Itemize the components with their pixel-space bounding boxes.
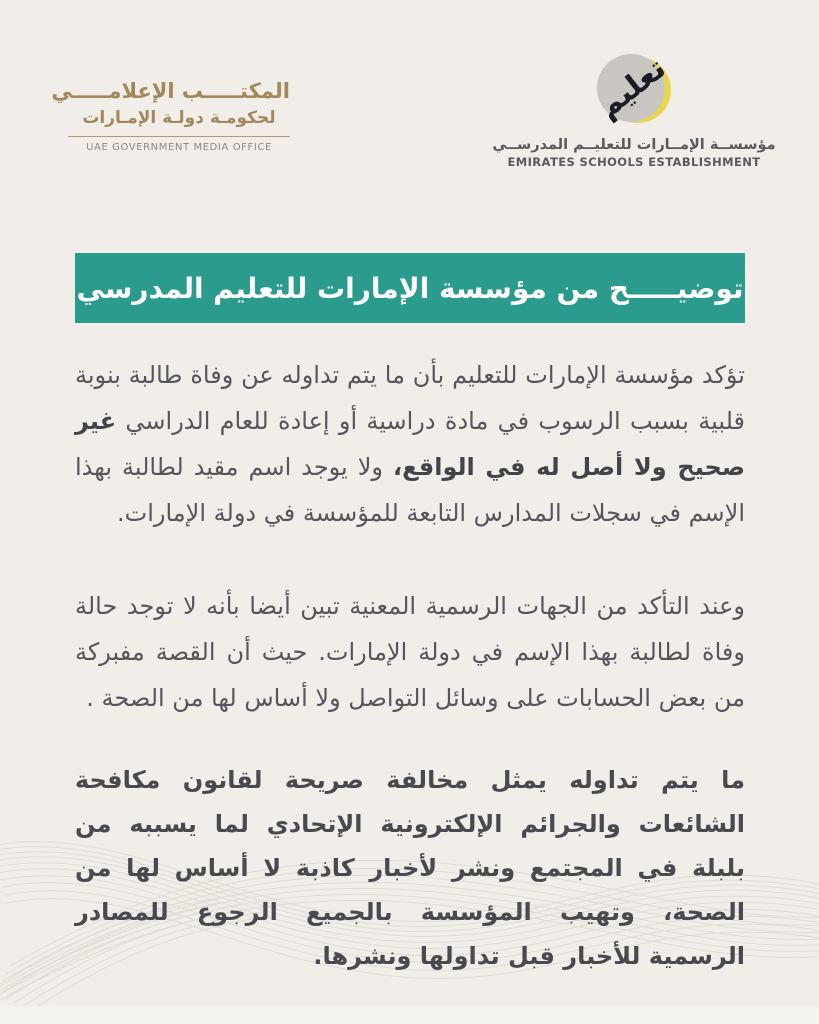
emirates-schools-establishment-logo bbox=[492, 50, 776, 169]
gmo-divider-line bbox=[68, 136, 290, 137]
statement-paragraph-2: وعند التأكد من الجهات الرسمية المعنية تبين أيضا بأنه لا توجد حالة وفاة لطالبة بهذا الإسم في دولة الإمارات. حيث أن القصة مفبركة من بعض الحسابات على وسائل التواصل ولا أساس لها من الصحة . bbox=[75, 592, 745, 712]
statement-title: توضيـــــح من مؤسسة الإمارات للتعليم المدرسي bbox=[76, 271, 744, 305]
paragraph-1-regular-text: تؤكد مؤسسة الإمارات للتعليم بأن ما يتم تداوله عن وفاة طالبة بنوبة قلبية بسبب الرسوب في مادة دراسية أو إعادة للعام الدراسي bbox=[75, 361, 745, 435]
statement-title-banner bbox=[75, 253, 745, 323]
ese-arabic-name: مؤسســة الإمــارات للتعليــم المدرســي bbox=[492, 137, 776, 153]
bottom-strip bbox=[0, 1006, 819, 1024]
gmo-arabic-title-line1: المكتـــــب الإعلامـــــي bbox=[51, 79, 290, 103]
paragraph-1-bold-text: غير صحيح ولا أصل له في الواقع، bbox=[75, 407, 746, 481]
taleem-logo-icon bbox=[590, 50, 673, 128]
uae-gov-media-office-logo bbox=[51, 76, 290, 153]
statement-paragraph-1 bbox=[75, 352, 745, 536]
taleem-calligraphy: تعليم bbox=[590, 50, 673, 126]
paragraph-1-rest-text: ولا يوجد اسم مقيد لطالبة بهذا الإسم في سجلات المدارس التابعة للمؤسسة في دولة الإمارات. bbox=[75, 453, 745, 527]
ese-english-name: EMIRATES SCHOOLS ESTABLISHMENT bbox=[507, 155, 761, 169]
statement-paragraph-3: ما يتم تداوله يمثل مخالفة صريحة لقانون مكافحة الشائعات والجرائم الإلكترونية الإتحادي لما يسببه من بلبلة في المجتمع ونشر لأخبار كاذبة لا أساس لها من الصحة، وتهيب المؤسسة بالجميع الرجوع للمصادر الرسمية للأخبار قبل تداولها ونشرها. bbox=[75, 766, 745, 970]
gmo-arabic-title-line2: لحكومـة دولـة الإمـارات bbox=[82, 108, 276, 128]
gmo-english-title: UAE GOVERNMENT MEDIA OFFICE bbox=[86, 142, 272, 153]
